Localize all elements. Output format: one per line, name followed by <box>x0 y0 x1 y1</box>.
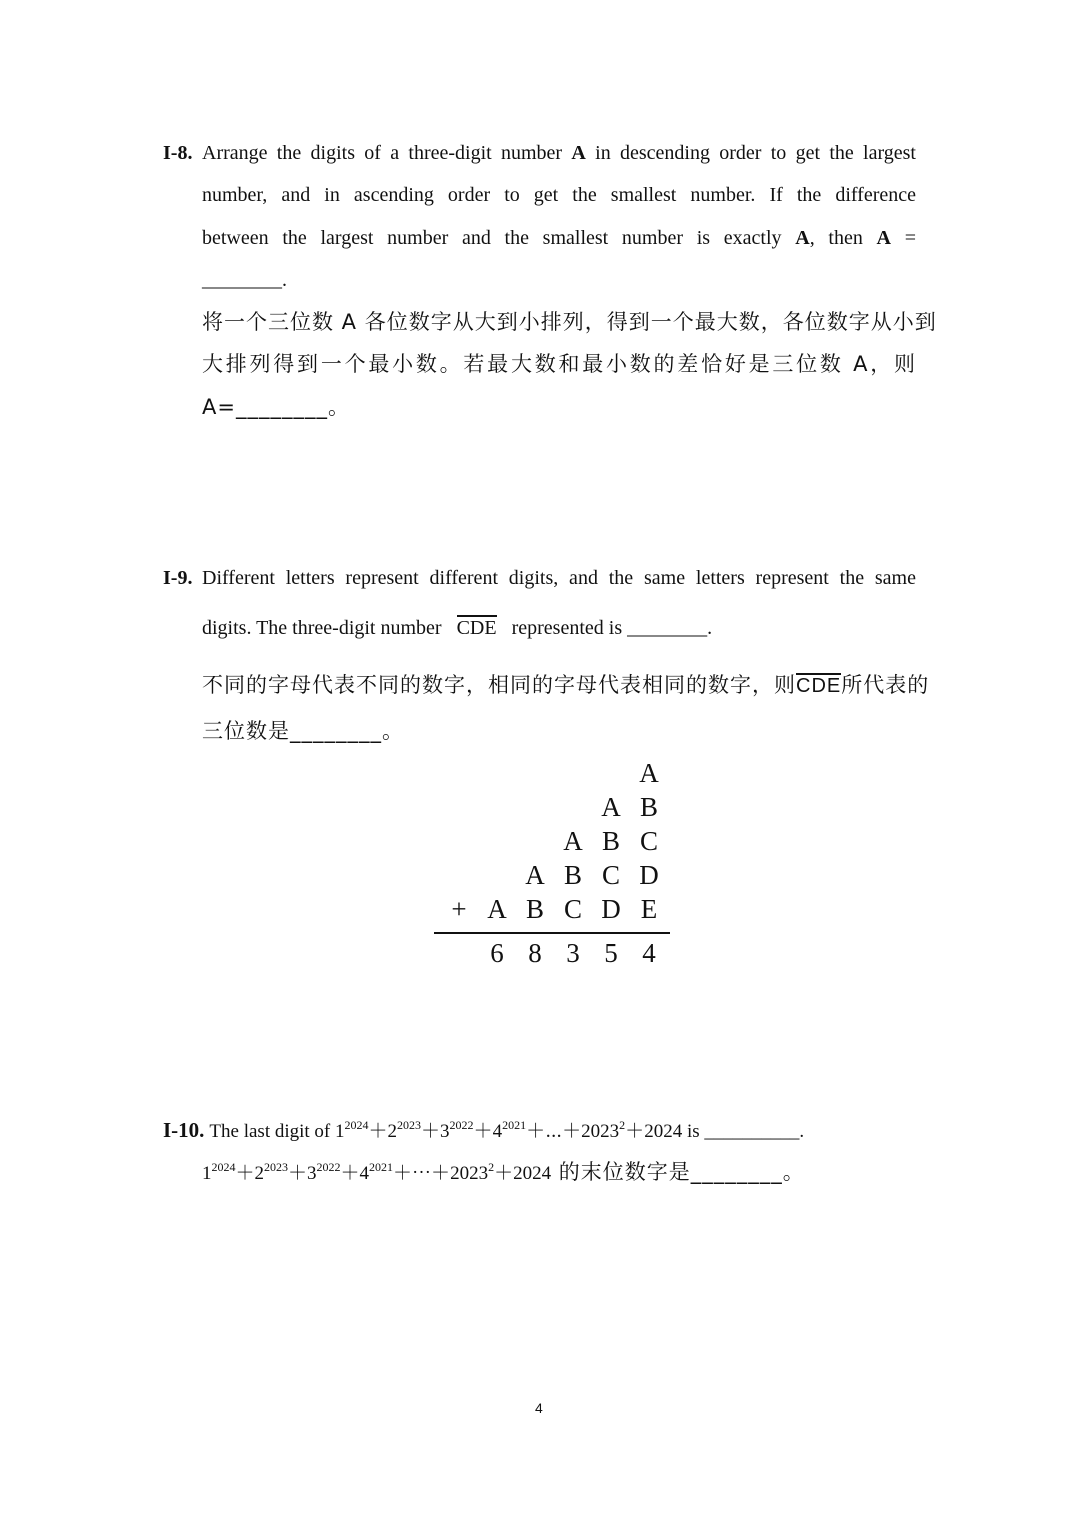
addend-letter: C <box>639 826 658 856</box>
expr-exponent: 2022 <box>316 1160 341 1174</box>
problem-number-i10: I-10. <box>163 1118 205 1142</box>
expr-base: 2 <box>254 1163 265 1184</box>
expr-base: 2 <box>387 1121 398 1142</box>
expr-base: 3 <box>307 1163 317 1184</box>
expr-last-term: 2024 <box>513 1163 552 1184</box>
addend-letter: C <box>601 860 620 890</box>
expr-base: 1 <box>202 1163 212 1184</box>
i9-en-line-1: Different letters represent different digits, and the same letters represent the same <box>202 567 916 589</box>
expr-exponent: 2024 <box>211 1160 236 1174</box>
expr-last-term: 2024 <box>644 1121 683 1142</box>
expr-exponent: 2022 <box>449 1118 474 1132</box>
i8-zh-line-2: 大排列得到一个最小数。若最大数和最小数的差恰好是三位数 A，则 <box>202 352 916 376</box>
expr-operator: ＋ <box>368 1121 388 1142</box>
addend-letter: B <box>601 826 620 856</box>
expr-exponent: 2 <box>619 1118 626 1132</box>
overline-cde: CDE <box>456 617 497 639</box>
expr-operator: ＋⋯＋ <box>393 1163 451 1184</box>
addend-letter: A <box>639 758 659 788</box>
addend-letter: A <box>601 792 621 822</box>
expr-base: 2023 <box>581 1121 620 1142</box>
sum-digit: 4 <box>642 938 656 968</box>
i10-en-line: I-10. The last digit of $1^{2024}+2^{2023}+3^{2022}+4^{2021}+\cdots+2023^2+2024$ is __________. <box>163 1118 805 1142</box>
i8-en-line-3: between the largest number and the smallest number is exactly A, then A = <box>202 227 916 249</box>
expr-operator: ＋ <box>473 1121 493 1142</box>
i9-en-line-2: digits. The three-digit number CDE represented is ________. <box>202 617 713 639</box>
i8-zh-line-1: 将一个三位数 A 各位数字从大到小排列，得到一个最大数，各位数字从小到 <box>202 310 937 334</box>
addend-letter: B <box>639 792 658 822</box>
expr-base: 2023 <box>450 1163 489 1184</box>
expr-operator: ＋ <box>288 1163 308 1184</box>
expr-exponent: 2 <box>488 1160 495 1174</box>
i10-expression <box>335 1120 682 1142</box>
expr-exponent: 2021 <box>502 1118 527 1132</box>
addend-letter: A <box>563 826 583 856</box>
i8-answer-blank: ________. <box>202 269 287 291</box>
expr-operator: ＋ <box>340 1163 360 1184</box>
addend-letter: B <box>525 894 544 924</box>
i10-zh-line: $1^{2024}+2^{2023}+3^{2022}+4^{2021}+\cdots+2023^2+2024$ 的末位数字是________。 <box>202 1160 805 1184</box>
addend-letter: A <box>487 894 507 924</box>
problem-number-i9: I-9. <box>163 567 193 589</box>
sum-digit: 8 <box>528 938 542 968</box>
addend-letter: C <box>563 894 582 924</box>
sum-digit: 6 <box>490 938 504 968</box>
vertical-addition <box>440 760 680 975</box>
sum-rule <box>434 932 670 934</box>
expr-base: 3 <box>440 1121 450 1142</box>
expr-exponent: 2023 <box>264 1160 289 1174</box>
overline-cde-zh: CDE <box>796 675 842 697</box>
problem-number-i8: I-8. <box>163 142 193 164</box>
sum-digit: 5 <box>604 938 618 968</box>
addend-letter: A <box>525 860 545 890</box>
expr-base: 1 <box>335 1121 345 1142</box>
i9-zh-line-1: 不同的字母代表不同的数字，相同的字母代表相同的数字，则CDE所代表的 <box>202 673 930 697</box>
addend-letter: B <box>563 860 582 890</box>
expr-base: 4 <box>492 1121 503 1142</box>
expr-exponent: 2023 <box>397 1118 422 1132</box>
i9-zh-line-2: 三位数是________。 <box>202 719 404 743</box>
addend-letter: D <box>639 860 659 890</box>
i10-expression-zh <box>202 1162 551 1184</box>
addend-letter: E <box>640 894 658 924</box>
expr-operator: ＋ <box>421 1121 441 1142</box>
page-number: 4 <box>535 1400 543 1416</box>
i8-en-line-1: Arrange the digits of a three-digit number A in descending order to get the largest <box>202 142 916 164</box>
expr-exponent: 2021 <box>369 1160 394 1174</box>
expr-base: 4 <box>359 1163 370 1184</box>
plus-sign: + <box>451 894 467 924</box>
expr-exponent: 2024 <box>344 1118 369 1132</box>
sum-digit: 3 <box>566 938 580 968</box>
i8-en-line-2: number, and in ascending order to get the smallest number. If the difference <box>202 184 916 206</box>
addend-letter: D <box>601 894 621 924</box>
expr-operator: ＋ <box>625 1121 645 1142</box>
expr-operator: ＋⋯＋ <box>526 1121 582 1142</box>
i8-zh-line-3: A=________。 <box>202 395 350 419</box>
expr-operator: ＋ <box>494 1163 514 1184</box>
expr-operator: ＋ <box>235 1163 255 1184</box>
